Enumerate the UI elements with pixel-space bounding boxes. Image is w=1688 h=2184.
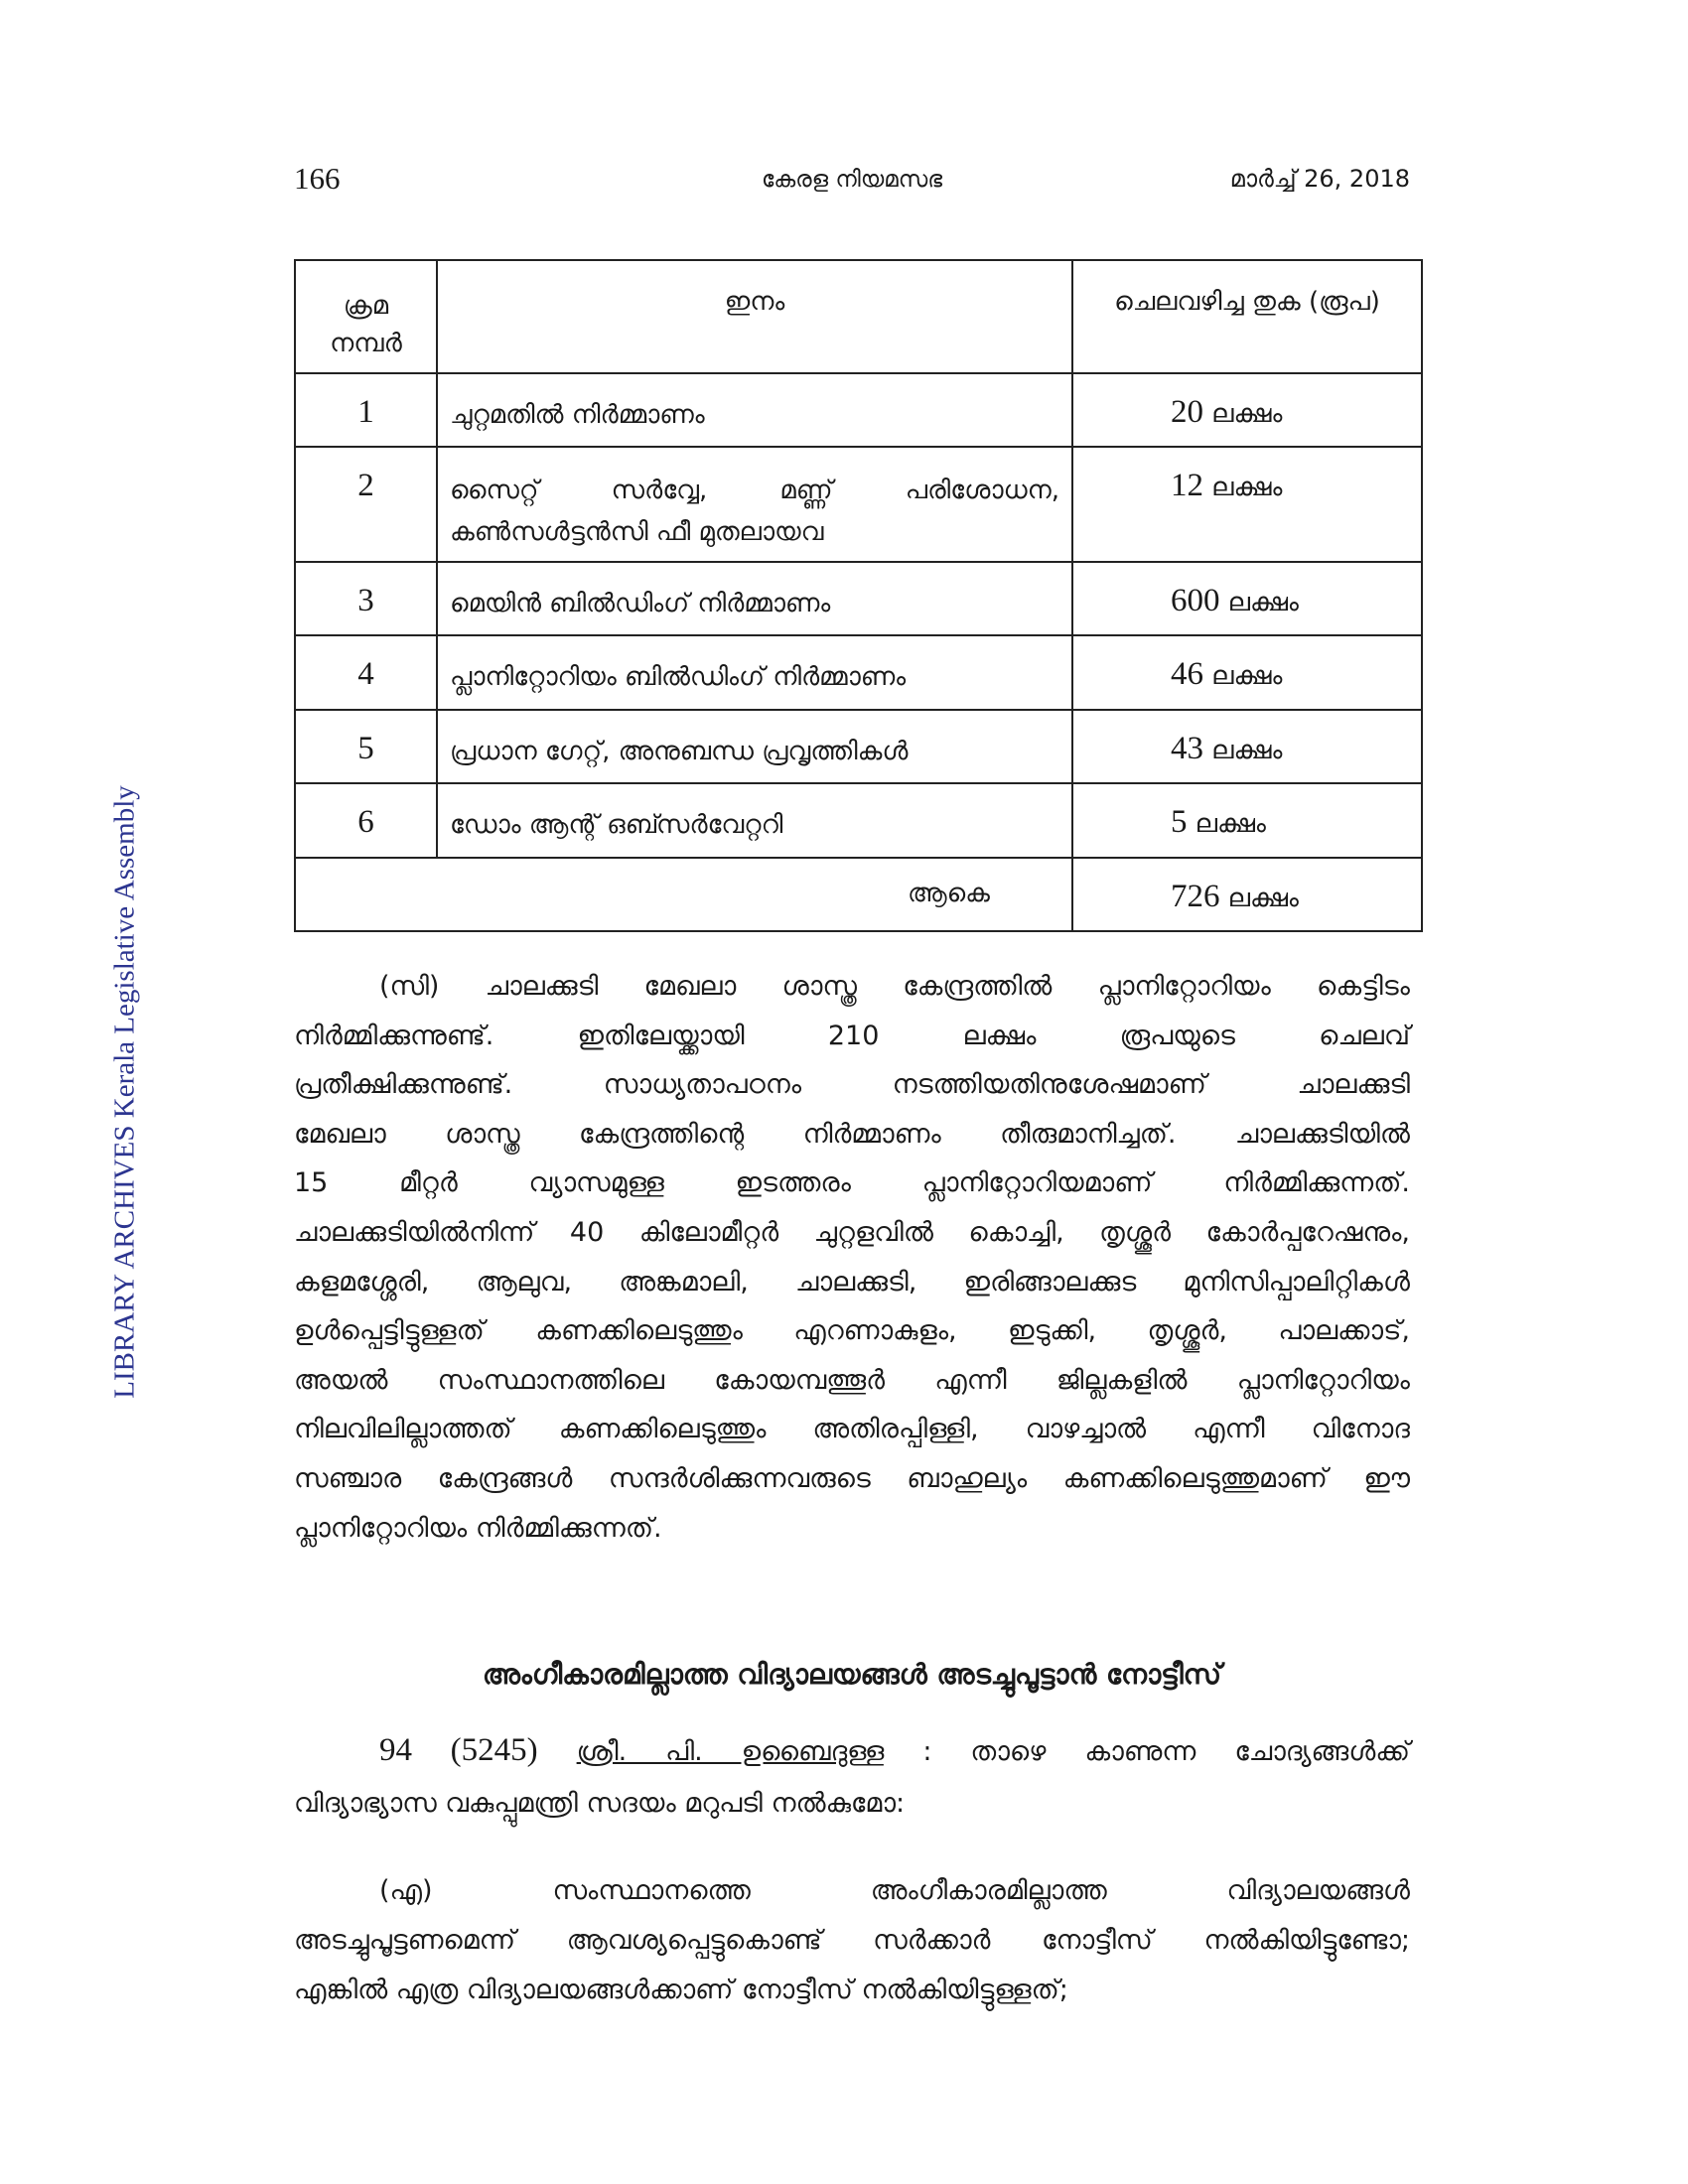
- row-number: 6: [295, 783, 437, 857]
- column-header-item: ഇനം: [437, 260, 1072, 373]
- table-row: [295, 635, 1422, 709]
- question-intro: [294, 1724, 1410, 1830]
- question-intro-line2: വിദ്യാഭ്യാസ വകുപ്പുമന്ത്രി സദയം മറുപടി നൽകുമോ:: [294, 1788, 906, 1819]
- row-item: പ്രധാന ഗേറ്റ്, അനുബന്ധ പ്രവൃത്തികൾ: [437, 710, 1072, 783]
- row-item: പ്ലാനിറ്റോറിയം ബിൽഡിംഗ് നിർമ്മാണം: [437, 635, 1072, 709]
- paragraph-planetarium: [294, 962, 1410, 1553]
- paragraph-line: നിലവിലില്ലാത്തത് കണക്കിലെടുത്തും അതിരപ്പിള്ളി, വാഴച്ചാൽ എന്നീ വിനോദ: [294, 1414, 1410, 1445]
- paragraph-line: 15 മീറ്റർ വ്യാസമുള്ള ഇടത്തരം പ്ലാനിറ്റോറിയമാണ് നിർമ്മിക്കുന്നത്.: [294, 1167, 1410, 1199]
- row-number: 4: [295, 635, 437, 709]
- total-label: ആകെ: [295, 858, 1072, 931]
- table-row: [295, 783, 1422, 857]
- page-number: 166: [294, 161, 341, 196]
- total-amount: 726 ലക്ഷം: [1072, 858, 1422, 931]
- paragraph-line: ഉൾപ്പെട്ടിട്ടുള്ളത് കണക്കിലെടുത്തും എറണാകുളം, ഇടുക്കി, തൃശ്ശൂർ, പാലക്കാട്,: [294, 1315, 1410, 1347]
- row-amount: 5 ലക്ഷം: [1072, 783, 1422, 857]
- question-intro-rest: : താഴെ കാണുന്ന ചോദ്യങ്ങൾക്ക്: [922, 1736, 1410, 1767]
- page-date: മാർച്ച് 26, 2018: [1229, 165, 1410, 193]
- table-row: [295, 373, 1422, 447]
- page-header: [294, 161, 1410, 201]
- row-amount: 20 ലക്ഷം: [1072, 373, 1422, 447]
- paragraph-line: സഞ്ചാര കേന്ദ്രങ്ങൾ സന്ദർശിക്കുന്നവരുടെ ബാഹുല്യം കണക്കിലെടുത്തുമാണ് ഈ: [294, 1462, 1410, 1494]
- member-name: ശ്രീ. പി. ഉബൈദുള്ള: [576, 1736, 885, 1767]
- page-title: കേരള നിയമസഭ: [761, 167, 943, 193]
- expenditure-table: [294, 259, 1423, 932]
- row-amount: 600 ലക്ഷം: [1072, 562, 1422, 635]
- table-row: [295, 562, 1422, 635]
- paragraph-line: അടച്ചുപൂട്ടണമെന്ന് ആവശ്യപ്പെട്ടുകൊണ്ട് സർക്കാർ നോട്ടീസ് നൽകിയിട്ടുണ്ടോ;: [294, 1925, 1410, 1956]
- row-number: 1: [295, 373, 437, 447]
- row-amount: 12 ലക്ഷം: [1072, 447, 1422, 562]
- paragraph-line: (എ) സംസ്ഥാനത്തെ അംഗീകാരമില്ലാത്ത വിദ്യാലയങ്ങൾ: [379, 1875, 1410, 1906]
- table-row: [295, 710, 1422, 783]
- paragraph-line: എങ്കിൽ എത്ര വിദ്യാലയങ്ങൾക്കാണ് നോട്ടീസ് നൽകിയിട്ടുള്ളത്;: [294, 1975, 1068, 2005]
- question-number: 94 (5245): [379, 1732, 538, 1768]
- table-total-row: [295, 858, 1422, 931]
- section-heading: അംഗീകാരമില്ലാത്ത വിദ്യാലയങ്ങൾ അടച്ചുപൂട്ടാൻ നോട്ടീസ്: [482, 1658, 1222, 1691]
- row-number: 5: [295, 710, 437, 783]
- paragraph-line: നിർമ്മിക്കുന്നുണ്ട്. ഇതിലേയ്ക്കായി 210 ലക്ഷം രൂപയുടെ ചെലവ്: [294, 1020, 1410, 1051]
- row-amount: 43 ലക്ഷം: [1072, 710, 1422, 783]
- row-item: ഡോം ആന്റ് ഒബ്സർവേറ്ററി: [437, 783, 1072, 857]
- row-item: ചുറ്റമതിൽ നിർമ്മാണം: [437, 373, 1072, 447]
- row-amount: 46 ലക്ഷം: [1072, 635, 1422, 709]
- row-number: 2: [295, 447, 437, 562]
- row-item: മെയിൻ ബിൽഡിംഗ് നിർമ്മാണം: [437, 562, 1072, 635]
- paragraph-line: ചാലക്കുടിയിൽനിന്ന് 40 കിലോമീറ്റർ ചുറ്റളവിൽ കൊച്ചി, തൃശ്ശൂർ കോർപ്പറേഷനും,: [294, 1216, 1410, 1248]
- table-row: [295, 447, 1422, 562]
- paragraph-line: മേഖലാ ശാസ്ത്ര കേന്ദ്രത്തിന്റെ നിർമ്മാണം തീരുമാനിച്ചത്. ചാലക്കുടിയിൽ: [294, 1118, 1410, 1150]
- column-header-amount: ചെലവഴിച്ച തുക (രൂപ): [1072, 260, 1422, 373]
- question-part-a: [294, 1866, 1410, 2015]
- paragraph-line: കളമശ്ശേരി, ആലുവ, അങ്കമാലി, ചാലക്കുടി, ഇരിങ്ങാലക്കുട മുനിസിപ്പാലിറ്റികൾ: [294, 1266, 1410, 1297]
- row-item: സൈറ്റ് സർവ്വേ, മണ്ണ് പരിശോധന, കൺസൾട്ടൻസി ഫീ മുതലായവ: [437, 447, 1072, 562]
- paragraph-line: പ്രതീക്ഷിക്കുന്നുണ്ട്. സാധ്യതാപഠനം നടത്തിയതിനുശേഷമാണ് ചാലക്കുടി: [294, 1069, 1410, 1101]
- library-archives-stamp: LIBRARY ARCHIVES Kerala Legislative Assembly: [108, 785, 141, 1399]
- table-header-row: [295, 260, 1422, 373]
- row-number: 3: [295, 562, 437, 635]
- paragraph-line: അയൽ സംസ്ഥാനത്തിലെ കോയമ്പത്തൂർ എന്നീ ജില്ലകളിൽ പ്ലാനിറ്റോറിയം: [294, 1364, 1410, 1396]
- column-header-sl: ക്രമ നമ്പർ: [295, 260, 437, 373]
- paragraph-line: പ്ലാനിറ്റോറിയം നിർമ്മിക്കുന്നത്.: [294, 1512, 662, 1544]
- paragraph-line: (സി) ചാലക്കുടി മേഖലാ ശാസ്ത്ര കേന്ദ്രത്തിൽ പ്ലാനിറ്റോറിയം കെട്ടിടം: [379, 971, 1410, 1002]
